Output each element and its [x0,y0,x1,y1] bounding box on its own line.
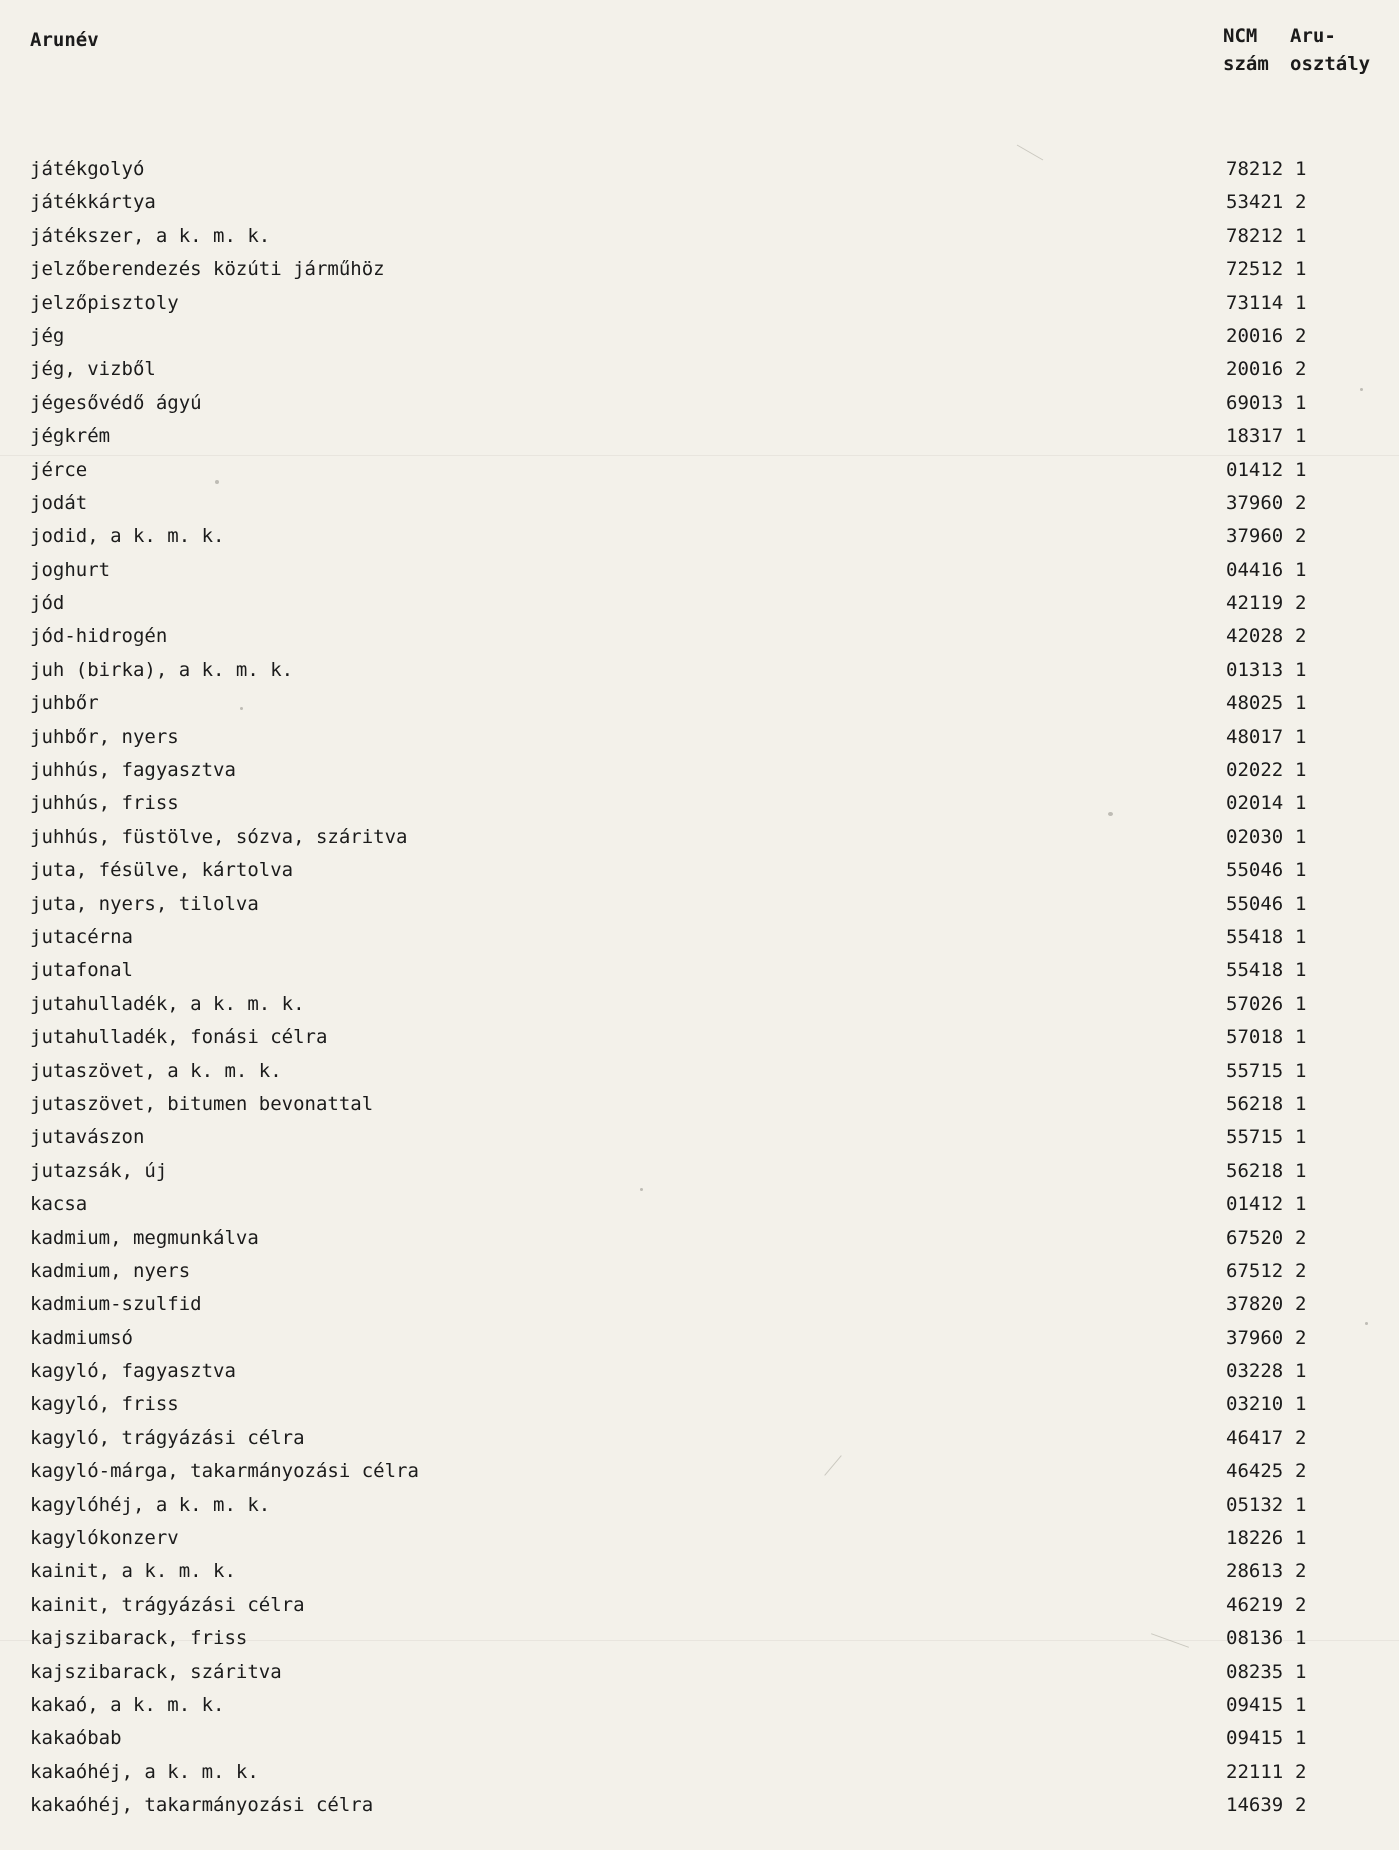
item-name: kagyló, fagyasztva [30,1360,236,1383]
table-row [30,654,1370,687]
item-class: 1 [1295,1092,1307,1115]
item-class: 2 [1295,592,1307,615]
item-name: jelzőpisztoly [30,291,179,314]
ncm-number: 02014 [1226,792,1284,815]
item-class: 1 [1295,658,1307,681]
item-name: kainit, a k. m. k. [30,1560,236,1583]
item-class: 2 [1295,1226,1307,1249]
table-row [30,721,1370,754]
item-class: 1 [1295,1126,1307,1149]
item-class: 1 [1295,1627,1307,1650]
item-list [30,153,1370,1823]
item-name: jég, vizből [30,358,156,381]
table-row [30,487,1370,520]
item-name: jutacérna [30,925,133,948]
table-row [30,220,1370,253]
table-row [30,1489,1370,1522]
item-class: 2 [1295,491,1307,514]
ncm-number: 37820 [1226,1293,1284,1316]
ncm-number: 48017 [1226,725,1284,748]
item-class: 2 [1295,1426,1307,1449]
item-name: kadmium, nyers [30,1259,191,1282]
paper-speck [1365,1322,1368,1325]
item-class: 1 [1295,1059,1307,1082]
item-name: jutavászon [30,1126,145,1149]
ncm-number: 03228 [1226,1360,1284,1383]
item-name: kajszibarack, friss [30,1627,248,1650]
ncm-number: 20016 [1226,324,1284,347]
ncm-number: 48025 [1226,692,1284,715]
ncm-number: 20016 [1226,358,1284,381]
table-row [30,454,1370,487]
item-name: joghurt [30,558,111,581]
table-row [30,153,1370,186]
item-class: 1 [1295,725,1307,748]
item-name: kagyló-márga, takarmányozási célra [30,1460,419,1483]
item-class: 1 [1295,1393,1307,1416]
table-row [30,1589,1370,1622]
item-class: 2 [1295,191,1307,214]
item-name: jutahulladék, fonási célra [30,1026,328,1049]
item-class: 1 [1295,1026,1307,1049]
item-name: kadmiumsó [30,1326,133,1349]
table-row [30,353,1370,386]
item-name: kagylóhéj, a k. m. k. [30,1493,271,1516]
item-name: juhhús, füstölve, sózva, száritva [30,825,408,848]
item-class: 2 [1295,1760,1307,1783]
ncm-number: 46417 [1226,1426,1284,1449]
item-class: 1 [1295,258,1307,281]
item-name: kadmium-szulfid [30,1293,202,1316]
table-row [30,1155,1370,1188]
item-name: kadmium, megmunkálva [30,1226,259,1249]
item-class: 1 [1295,792,1307,815]
item-class: 1 [1295,291,1307,314]
item-name: kakaóhéj, a k. m. k. [30,1760,259,1783]
ncm-number: 18317 [1226,425,1284,448]
table-row [30,1088,1370,1121]
item-name: jutafonal [30,959,133,982]
paper-fiber [0,455,1399,456]
item-class: 1 [1295,992,1307,1015]
table-row [30,888,1370,921]
ncm-number: 22111 [1226,1760,1284,1783]
item-name: jutaszövet, a k. m. k. [30,1059,282,1082]
ncm-number: 53421 [1226,191,1284,214]
item-name: jégesővédő ágyú [30,391,202,414]
item-class: 2 [1295,1259,1307,1282]
item-name: kakaóhéj, takarmányozási célra [30,1794,374,1817]
table-row [30,821,1370,854]
item-name: jód [30,592,65,615]
ncm-number: 01412 [1226,1193,1284,1216]
ncm-number: 28613 [1226,1560,1284,1583]
table-row [30,587,1370,620]
ncm-number: 02030 [1226,825,1284,848]
item-class: 1 [1295,859,1307,882]
ncm-number: 69013 [1226,391,1284,414]
item-name: kacsa [30,1193,88,1216]
ncm-number: 55715 [1226,1126,1284,1149]
ncm-number: 55046 [1226,892,1284,915]
item-name: játékkártya [30,191,156,214]
ncm-number: 04416 [1226,558,1284,581]
ncm-number: 67512 [1226,1259,1284,1282]
item-class: 1 [1295,391,1307,414]
item-class: 1 [1295,925,1307,948]
paper-speck [1108,812,1113,816]
item-class: 2 [1295,1560,1307,1583]
ncm-number: 37960 [1226,525,1284,548]
column-header-item-name: Arunév [30,29,99,51]
ncm-number: 01412 [1226,458,1284,481]
table-row [30,1422,1370,1455]
ncm-number: 08235 [1226,1660,1284,1683]
table-row [30,420,1370,453]
item-name: juh (birka), a k. m. k. [30,658,294,681]
table-row [30,253,1370,286]
ncm-number: 55046 [1226,859,1284,882]
table-row [30,1188,1370,1221]
table-row [30,1756,1370,1789]
item-name: kagyló, trágyázási célra [30,1426,305,1449]
item-class: 2 [1295,625,1307,648]
item-class: 1 [1295,1660,1307,1683]
ncm-number: 78212 [1226,224,1284,247]
ncm-number: 57018 [1226,1026,1284,1049]
table-row [30,554,1370,587]
table-row [30,520,1370,553]
item-name: jutahulladék, a k. m. k. [30,992,305,1015]
ncm-number: 18226 [1226,1527,1284,1550]
ncm-number: 01313 [1226,658,1284,681]
ncm-number: 08136 [1226,1627,1284,1650]
item-class: 1 [1295,1193,1307,1216]
item-class: 1 [1295,1693,1307,1716]
table-row [30,754,1370,787]
item-class: 1 [1295,959,1307,982]
table-row [30,1455,1370,1488]
table-row [30,787,1370,820]
ncm-number: 55418 [1226,959,1284,982]
ncm-number: 67520 [1226,1226,1284,1249]
item-name: juhhús, friss [30,792,179,815]
item-class: 1 [1295,158,1307,180]
paper-speck [240,707,243,710]
ncm-number: 14639 [1226,1794,1284,1817]
item-class: 2 [1295,1794,1307,1817]
table-row [30,1121,1370,1154]
ncm-number: 42119 [1226,592,1284,615]
item-name: jég [30,324,65,347]
ncm-number: 55418 [1226,925,1284,948]
item-class: 1 [1295,425,1307,448]
table-row [30,1388,1370,1421]
item-class: 1 [1295,825,1307,848]
ncm-number: 46219 [1226,1593,1284,1616]
item-name: játékgolyó [30,158,145,180]
item-name: kagyló, friss [30,1393,179,1416]
item-name: juhbőr [30,692,99,715]
ncm-number: 46425 [1226,1460,1284,1483]
item-class: 1 [1295,1527,1307,1550]
table-row [30,1255,1370,1288]
column-header-item-class: Aru- osztály [1290,25,1371,75]
table-row [30,1222,1370,1255]
table-row [30,988,1370,1021]
item-class: 2 [1295,1293,1307,1316]
item-class: 1 [1295,692,1307,715]
item-class: 1 [1295,1360,1307,1383]
item-class: 2 [1295,1326,1307,1349]
item-class: 2 [1295,1460,1307,1483]
ncm-number: 37960 [1226,491,1284,514]
ncm-number: 56218 [1226,1092,1284,1115]
ncm-number: 57026 [1226,992,1284,1015]
paper-speck [215,480,219,484]
ncm-number: 78212 [1226,158,1284,180]
item-class: 1 [1295,1727,1307,1750]
table-row [30,1055,1370,1088]
item-name: juta, nyers, tilolva [30,892,259,915]
item-class: 2 [1295,324,1307,347]
item-name: jutazsák, új [30,1159,168,1182]
item-class: 1 [1295,558,1307,581]
item-name: juhbőr, nyers [30,725,179,748]
table-row [30,186,1370,219]
ncm-number: 03210 [1226,1393,1284,1416]
item-name: jégkrém [30,425,111,448]
table-row [30,1689,1370,1722]
ncm-number: 73114 [1226,291,1284,314]
item-class: 1 [1295,1159,1307,1182]
paper-fiber [0,1640,1399,1641]
ncm-number: 72512 [1226,258,1284,281]
paper-speck [1360,388,1363,391]
table-row [30,320,1370,353]
ncm-number: 09415 [1226,1693,1284,1716]
table-row [30,387,1370,420]
item-class: 2 [1295,1593,1307,1616]
table-row [30,1322,1370,1355]
ncm-number: 05132 [1226,1493,1284,1516]
ncm-number: 42028 [1226,625,1284,648]
table-row [30,687,1370,720]
item-class: 1 [1295,224,1307,247]
item-name: jodid, a k. m. k. [30,525,225,548]
table-row [30,287,1370,320]
ncm-number: 02022 [1226,759,1284,782]
table-row [30,1021,1370,1054]
table-row [30,854,1370,887]
item-name: jelzőberendezés közúti járműhöz [30,258,385,281]
item-class: 1 [1295,892,1307,915]
item-class: 2 [1295,358,1307,381]
item-name: kagylókonzerv [30,1527,179,1550]
table-row [30,620,1370,653]
item-name: játékszer, a k. m. k. [30,224,271,247]
item-name: kainit, trágyázási célra [30,1593,305,1616]
item-name: kajszibarack, száritva [30,1660,282,1683]
item-name: jutaszövet, bitumen bevonattal [30,1092,374,1115]
table-row [30,954,1370,987]
table-row [30,1522,1370,1555]
item-name: juhhús, fagyasztva [30,759,236,782]
item-name: jód-hidrogén [30,625,168,648]
table-row [30,921,1370,954]
ncm-number: 37960 [1226,1326,1284,1349]
item-name: kakaóbab [30,1727,122,1750]
item-class: 1 [1295,458,1307,481]
item-name: jérce [30,458,88,481]
column-header-ncm-number: NCM szám [1223,25,1269,75]
table-row [30,1288,1370,1321]
table-row [30,1722,1370,1755]
item-name: kakaó, a k. m. k. [30,1693,225,1716]
item-name: juta, fésülve, kártolva [30,859,294,882]
table-row [30,1656,1370,1689]
table-row [30,1555,1370,1588]
item-name: jodát [30,491,88,514]
item-class: 1 [1295,1493,1307,1516]
ncm-number: 55715 [1226,1059,1284,1082]
ncm-number: 56218 [1226,1159,1284,1182]
item-class: 2 [1295,525,1307,548]
item-class: 1 [1295,759,1307,782]
table-row [30,1789,1370,1822]
ncm-number: 09415 [1226,1727,1284,1750]
paper-speck [640,1188,643,1191]
table-row [30,1355,1370,1388]
